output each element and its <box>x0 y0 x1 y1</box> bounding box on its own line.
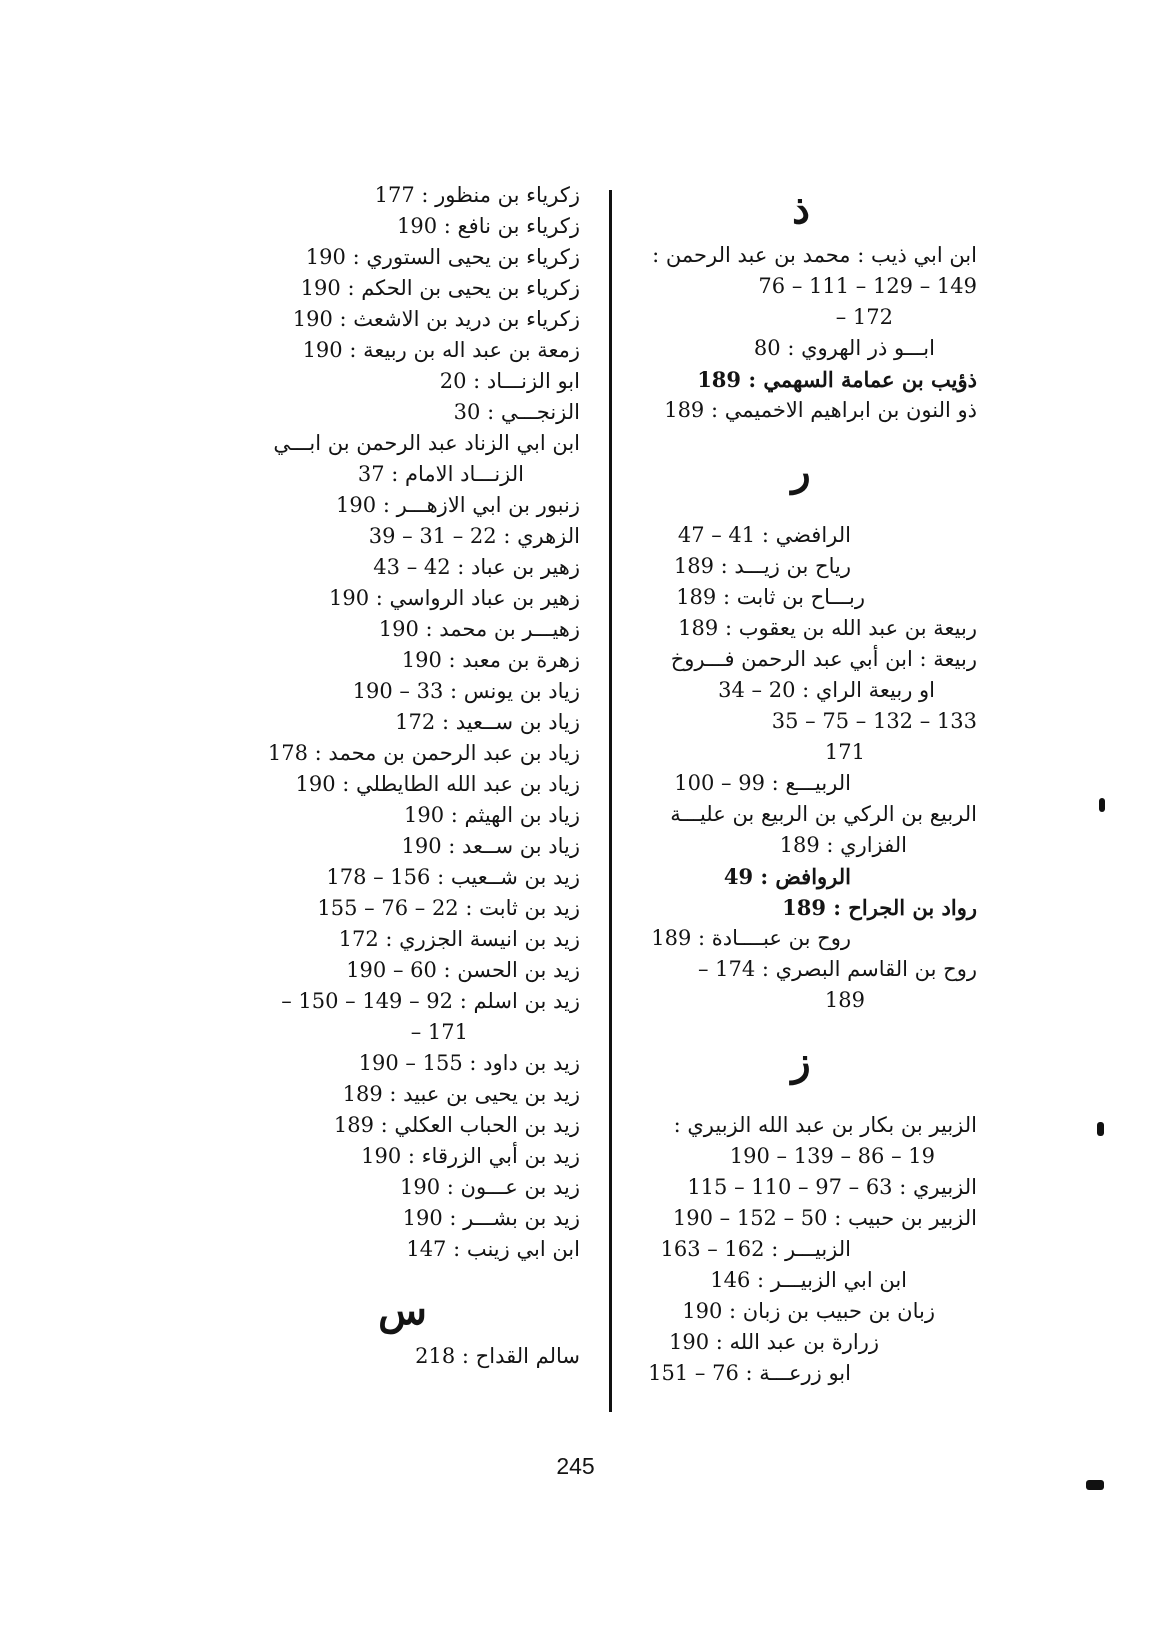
index-entry: 171 <box>824 740 865 764</box>
column-divider <box>609 190 612 1412</box>
index-entry: الربيـــع : 99 – 100 <box>674 771 851 795</box>
index-entry: زياد بن ســعد : 190 <box>401 834 580 858</box>
index-entry: زيد بن ثابت : 22 – 76 – 155 <box>317 896 580 920</box>
index-entry: زهير بن عباد الرواسي : 190 <box>328 586 580 610</box>
index-entry: الزهري : 22 – 31 – 39 <box>368 524 580 548</box>
index-entry: زياد بن عبد الرحمن بن محمد : 178 <box>267 741 580 765</box>
index-entry: الزبير بن حبيب : 50 – 152 – 190 <box>672 1206 977 1230</box>
index-entry: الرافضي : 41 – 47 <box>677 523 851 547</box>
index-entry: زكرياء بن نافع : 190 <box>396 214 580 238</box>
index-entry: 172 – <box>835 305 893 329</box>
index-entry: الروافض : 49 <box>723 864 851 889</box>
section-spacer <box>625 502 977 520</box>
index-entry: زيد بن عـــون : 190 <box>400 1175 580 1199</box>
index-entry: زيد بن انيسة الجزري : 172 <box>338 927 580 951</box>
index-entry: رواد بن الجراح : 189 <box>782 895 977 920</box>
index-entry: رياح بن زيـــد : 189 <box>673 554 851 578</box>
index-entry: 171 – <box>410 1020 468 1044</box>
index-entry: او ربيعة الراي : 20 – 34 <box>718 678 935 702</box>
index-entry: زهرة بن معبد : 190 <box>401 648 580 672</box>
section-letter: س <box>378 1287 427 1334</box>
index-entry: زيد بن الحباب العكلي : 189 <box>333 1113 580 1137</box>
index-entry: الزبير بن بكار بن عبد الله الزبيري : <box>673 1113 977 1137</box>
index-entry: زيد بن بشـــر : 190 <box>402 1206 580 1230</box>
index-entry: ابو زرعـــة : 76 – 151 <box>648 1361 851 1385</box>
index-entry: زياد بن الهيثم : 190 <box>404 803 580 827</box>
index-column-right <box>625 180 977 1389</box>
index-entry: 149 – 129 – 111 – 76 <box>758 274 977 298</box>
index-entry: ربـــاح بن ثابت : 189 <box>676 585 865 609</box>
index-entry: زهير بن عباد : 42 – 43 <box>373 555 580 579</box>
index-entry: ابـــو ذر الهروي : 80 <box>753 336 935 360</box>
index-entry: زيد بن اسلم : 92 – 149 – 150 – <box>281 989 580 1013</box>
index-entry: زرارة بن عبد الله : 190 <box>669 1330 879 1354</box>
index-entry: الربيع بن الركي بن الربيع بن عليـــة <box>670 802 977 826</box>
index-entry: زيد بن أبي الزرقاء : 190 <box>361 1144 580 1168</box>
index-entry: ابن ابي ذيب : محمد بن عبد الرحمن : <box>652 243 977 267</box>
index-entry: ابن ابي الزناد عبد الرحمن بن ابـــي <box>273 431 580 455</box>
index-entry: زياد بن عبد الله الطايطلي : 190 <box>295 772 580 796</box>
section-letter: ذ <box>792 186 810 233</box>
index-entry: زكرياء بن يحيى الستوري : 190 <box>305 245 580 269</box>
page-number: 245 <box>556 1453 595 1479</box>
index-entry: الفزاري : 189 <box>779 833 907 857</box>
index-entry: الزبيري : 63 – 97 – 110 – 115 <box>687 1175 977 1199</box>
index-entry: روح بن عبــــادة : 189 <box>651 926 851 950</box>
index-entry: زياد بن يونس : 33 – 190 <box>352 679 580 703</box>
index-entry: روح بن القاسم البصري : 174 – <box>697 957 977 981</box>
index-entry: زيد بن داود : 155 – 190 <box>358 1051 580 1075</box>
index-entry: زنبور بن ابي الازهـــر : 190 <box>336 493 580 517</box>
index-entry: ابن ابي زينب : 147 <box>406 1237 580 1261</box>
index-entry: زكرياء بن دريد بن الاشعث : 190 <box>292 307 580 331</box>
index-entry: ابن ابي الزبيـــر : 146 <box>710 1268 907 1292</box>
section-letter: ر <box>791 448 811 495</box>
scan-mark <box>1086 1480 1104 1490</box>
scan-mark <box>1097 1122 1104 1136</box>
index-entry: زهيـــر بن محمد : 190 <box>378 617 580 641</box>
index-entry: 189 <box>824 988 865 1012</box>
index-entry: زكرياء بن يحيى بن الحكم : 190 <box>300 276 580 300</box>
section-letter: ز <box>791 1038 811 1085</box>
index-entry: زيد بن الحسن : 60 – 190 <box>346 958 580 982</box>
index-entry: زبان بن حبيب بن زبان : 190 <box>682 1299 935 1323</box>
index-entry: سالم القداح : 218 <box>415 1344 580 1368</box>
scan-mark <box>1099 798 1105 812</box>
index-entry: زيد بن يحيى بن عبيد : 189 <box>342 1082 580 1106</box>
index-entry: الزبيـــر : 162 – 163 <box>660 1237 851 1261</box>
index-entry: ربيعة : ابن أبي عبد الرحمن فـــروخ <box>670 647 977 671</box>
index-entry: 133 – 132 – 75 – 35 <box>771 709 977 733</box>
index-entry: زيد بن شــعيب : 156 – 178 <box>326 865 580 889</box>
index-entry: الزنجـــي : 30 <box>453 400 580 424</box>
index-entry: زمعة بن عبد اله بن ربيعة : 190 <box>302 338 580 362</box>
index-entry: ذو النون بن ابراهيم الاخميمي : 189 <box>664 398 977 422</box>
index-column-left <box>225 180 580 1372</box>
index-entry: زياد بن ســعيد : 172 <box>395 710 580 734</box>
index-entry: 19 – 86 – 139 – 190 <box>729 1144 935 1168</box>
index-entry: ربيعة بن عبد الله بن يعقوب : 189 <box>678 616 977 640</box>
index-entry: ذؤيب بن عمامة السهمي : 189 <box>697 367 977 392</box>
section-spacer <box>625 1092 977 1110</box>
index-entry: الزنـــاد الامام : 37 <box>357 462 524 486</box>
index-entry: زكرياء بن منظور : 177 <box>374 183 580 207</box>
index-entry: ابو الزنـــاد : 20 <box>439 369 580 393</box>
